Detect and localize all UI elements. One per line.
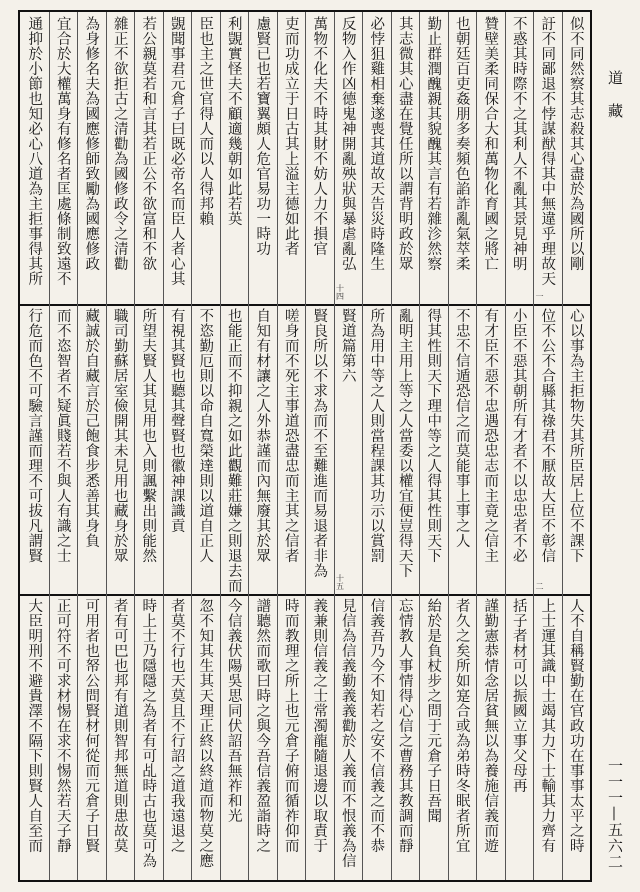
text-column: 忽不知其生其天理正終以終道而物莫之應 (197, 598, 214, 868)
text-column: 正可符不可求材惕在求不惕然若天子靜 (54, 598, 71, 853)
column-divider (248, 12, 249, 304)
column-divider (448, 12, 449, 304)
column-divider (391, 304, 392, 594)
column-divider (476, 12, 477, 304)
text-register-3 (20, 594, 590, 880)
text-column: 若公親莫若和言其若正公不欲富和不欲 (140, 16, 157, 271)
text-column: 紿於是負杖步之問于元倉子日吾聞 (425, 598, 442, 823)
text-column: 也能正而不抑親之如此觀難莊嫌之則退去而 (225, 308, 242, 593)
text-column: 利覬實怪夫不顧適幾朝如此若英 (225, 16, 242, 226)
text-column: 賢道篇第六 (339, 308, 356, 383)
text-column: 不惑其時際不之其利人不亂其景見神明 (510, 16, 527, 271)
page-number: 一一一—五六二 (606, 758, 624, 870)
text-column: 有才臣不惡不忠遇恐忠志而主竟之信主 (482, 308, 499, 563)
column-divider (476, 594, 477, 880)
text-column: 通抑於小節也知必心八道為主拒事得其所 (26, 16, 43, 286)
text-column: 其志微其心盡在覺任所以謂背明政於眾 (396, 16, 413, 271)
column-divider (220, 594, 221, 880)
column-divider (505, 12, 506, 304)
column-divider (220, 304, 221, 594)
text-column: 職司勤蘇居室儉開其未見用也藏身於眾 (111, 308, 128, 563)
column-divider (277, 594, 278, 880)
text-column: 而不恣智者不疑眞賤若不與人有識之士 (54, 308, 71, 563)
column-divider (505, 304, 506, 594)
text-column: 嗟身而不死主事道恐盡忠而主其之信者 (282, 308, 299, 563)
column-divider (476, 304, 477, 594)
text-column: 時上士乃隱隱之為者有可乩時古也莫可為 (140, 598, 157, 868)
text-register-2 (20, 304, 590, 596)
text-column: 得其性則天下理中等之人得其性則天下 (425, 308, 442, 563)
text-column: 萬物不化夫不時其財不妨人力不損官 (311, 16, 328, 256)
column-divider (248, 304, 249, 594)
column-divider (305, 304, 306, 594)
column-divider (77, 304, 78, 594)
text-column: 今信義伏陽吳思同伏詔吾無祚和光 (225, 598, 242, 823)
column-divider (562, 594, 563, 880)
text-column: 不忠不信遁恐信之而莫能事上事之人 (453, 308, 470, 548)
column-divider (163, 304, 164, 594)
column-divider (362, 12, 363, 304)
column-divider (334, 12, 335, 304)
column-divider (106, 594, 107, 880)
text-column: 雜正不欲拒古之清勸為國修政令之清勸 (111, 16, 128, 271)
text-column: 反物入作凶德鬼神開亂殃狀與暴虐亂弘 (339, 16, 356, 271)
column-divider (419, 12, 420, 304)
text-column: 吏而功成立于日古其上溢主德如此者 (282, 16, 299, 256)
text-column: 臣也主之世官得人而以人得邦賴 (197, 16, 214, 226)
text-column: 者久之矣所如寔合或為弟時冬眠者所宜 (453, 598, 470, 853)
text-column: 訏不同鄙退不悖謀猷得其中無違乎理故天 (539, 16, 556, 286)
block-marker: 十四 (335, 284, 345, 300)
text-column: 謹勤憲恭情念居貧無以為養施信義而遊 (482, 598, 499, 853)
column-divider (533, 12, 534, 304)
text-column: 也朝廷百吏姦朋多奏頻色諂詐亂氣萃柔 (453, 16, 470, 271)
column-divider (191, 304, 192, 594)
column-divider (334, 594, 335, 880)
column-divider (419, 594, 420, 880)
text-register-1 (20, 12, 590, 306)
column-divider (49, 12, 50, 304)
column-divider (106, 12, 107, 304)
column-divider (49, 594, 50, 880)
text-column: 為身修名夫為國應修師致勵為國應修政 (83, 16, 100, 271)
column-divider (163, 594, 164, 880)
text-column: 括子者材可以振國立事父母再 (510, 598, 527, 793)
text-column: 義兼則信義之士常濁龍隨退邊以取責于 (311, 598, 328, 853)
column-divider (505, 594, 506, 880)
scripture-page-frame (18, 10, 592, 882)
text-column: 宜合於大權萬身有修名者匡處條制致遠不 (54, 16, 71, 286)
text-column: 不恣勤厄則以命自寬榮達則以道自正人 (197, 308, 214, 563)
text-column: 者有可巴也邦有道則智邦無道則患故莫 (111, 598, 128, 853)
text-column: 心以事為主拒物失其所臣居上位不課下 (567, 308, 584, 563)
text-column: 大臣明刑不避貴澤不隔下則賢人自至而 (26, 598, 43, 853)
text-column: 行危而色不可驗言謹而理不可拔凡謂賢 (26, 308, 43, 563)
text-column: 覬聞事君元倉子曰既必帝名而臣人者心其 (168, 16, 185, 286)
column-divider (134, 594, 135, 880)
column-divider (334, 304, 335, 594)
text-column: 所為用中等之人則當程課其功示以賞罰 (368, 308, 385, 563)
text-column: 時而教理之所上也元倉子俯而循祚仰而 (282, 598, 299, 853)
text-column: 位不公不合縣其祿君不厭故大臣不彰信 (539, 308, 556, 563)
column-divider (305, 594, 306, 880)
column-divider (163, 12, 164, 304)
column-divider (562, 304, 563, 594)
text-column: 信義吾乃今不知若之安不信義之而不恭 (368, 598, 385, 853)
column-divider (448, 304, 449, 594)
column-divider (191, 12, 192, 304)
column-divider (391, 594, 392, 880)
column-divider (362, 594, 363, 880)
text-column: 見信為信義勤義義勸於人義而不恨義為信 (339, 598, 356, 868)
text-column: 勤止群潤醜親其貌醜其言有若雜沴然察 (425, 16, 442, 271)
text-column: 贊壁美柔同保合大和萬物化育國之將亡 (482, 16, 499, 271)
column-divider (220, 12, 221, 304)
column-divider (419, 304, 420, 594)
text-column: 者莫不行也天莫且不行詔之道我遠退之 (168, 598, 185, 853)
column-divider (49, 304, 50, 594)
text-column: 忘情教人事情得心信之曹務其教調而靜 (396, 598, 413, 853)
text-column: 慮賢已也若寶翼頗人危官易功一時功 (254, 16, 271, 256)
column-divider (277, 304, 278, 594)
column-divider (391, 12, 392, 304)
text-column: 譜聽然而歌曰時之與今吾信義盈詣時之 (254, 598, 271, 853)
text-column: 自知有材讓之人外恭謹而內無廢其於眾 (254, 308, 271, 563)
column-divider (106, 304, 107, 594)
column-divider (77, 12, 78, 304)
column-divider (248, 594, 249, 880)
block-marker: 十五 (335, 574, 345, 590)
text-column: 亂明主用上等之人當委以權宜便豈得天下 (396, 308, 413, 578)
column-divider (134, 12, 135, 304)
text-column: 上士運其識中士竭其力下士輸其力齊有 (539, 598, 556, 853)
column-divider (134, 304, 135, 594)
column-divider (77, 594, 78, 880)
text-column: 賢良所以不求為而不至難進而易退者非為 (311, 308, 328, 578)
column-divider (277, 12, 278, 304)
column-divider (191, 594, 192, 880)
column-divider (533, 594, 534, 880)
block-marker: 一 (535, 292, 544, 300)
text-column: 必悖狙雞相棄遂喪其道故天告災時隆生 (368, 16, 385, 271)
text-column: 小臣不惡其朝所有才者不以忠忠者不必 (510, 308, 527, 563)
collection-title: 道藏 (606, 70, 624, 136)
block-marker: 二 (535, 582, 544, 590)
column-divider (448, 594, 449, 880)
column-divider (533, 304, 534, 594)
text-column: 人不自稱賢勤在官政功在事事太平之時 (567, 598, 584, 853)
text-column: 藏誠於自藏言於己飽食步悉善其身負 (83, 308, 100, 548)
column-divider (362, 304, 363, 594)
column-divider (305, 12, 306, 304)
text-column: 所望夫賢人其見用也入則諷繫出則能然 (140, 308, 157, 563)
text-column: 有視其賢也聽其聲賢也徽神課識貢 (168, 308, 185, 533)
column-divider (562, 12, 563, 304)
text-column: 似不同然察其志殺其心盡於為國所以剛 (567, 16, 584, 271)
text-column: 可用者也帑公問賢材何從而元倉子日賢 (83, 598, 100, 853)
